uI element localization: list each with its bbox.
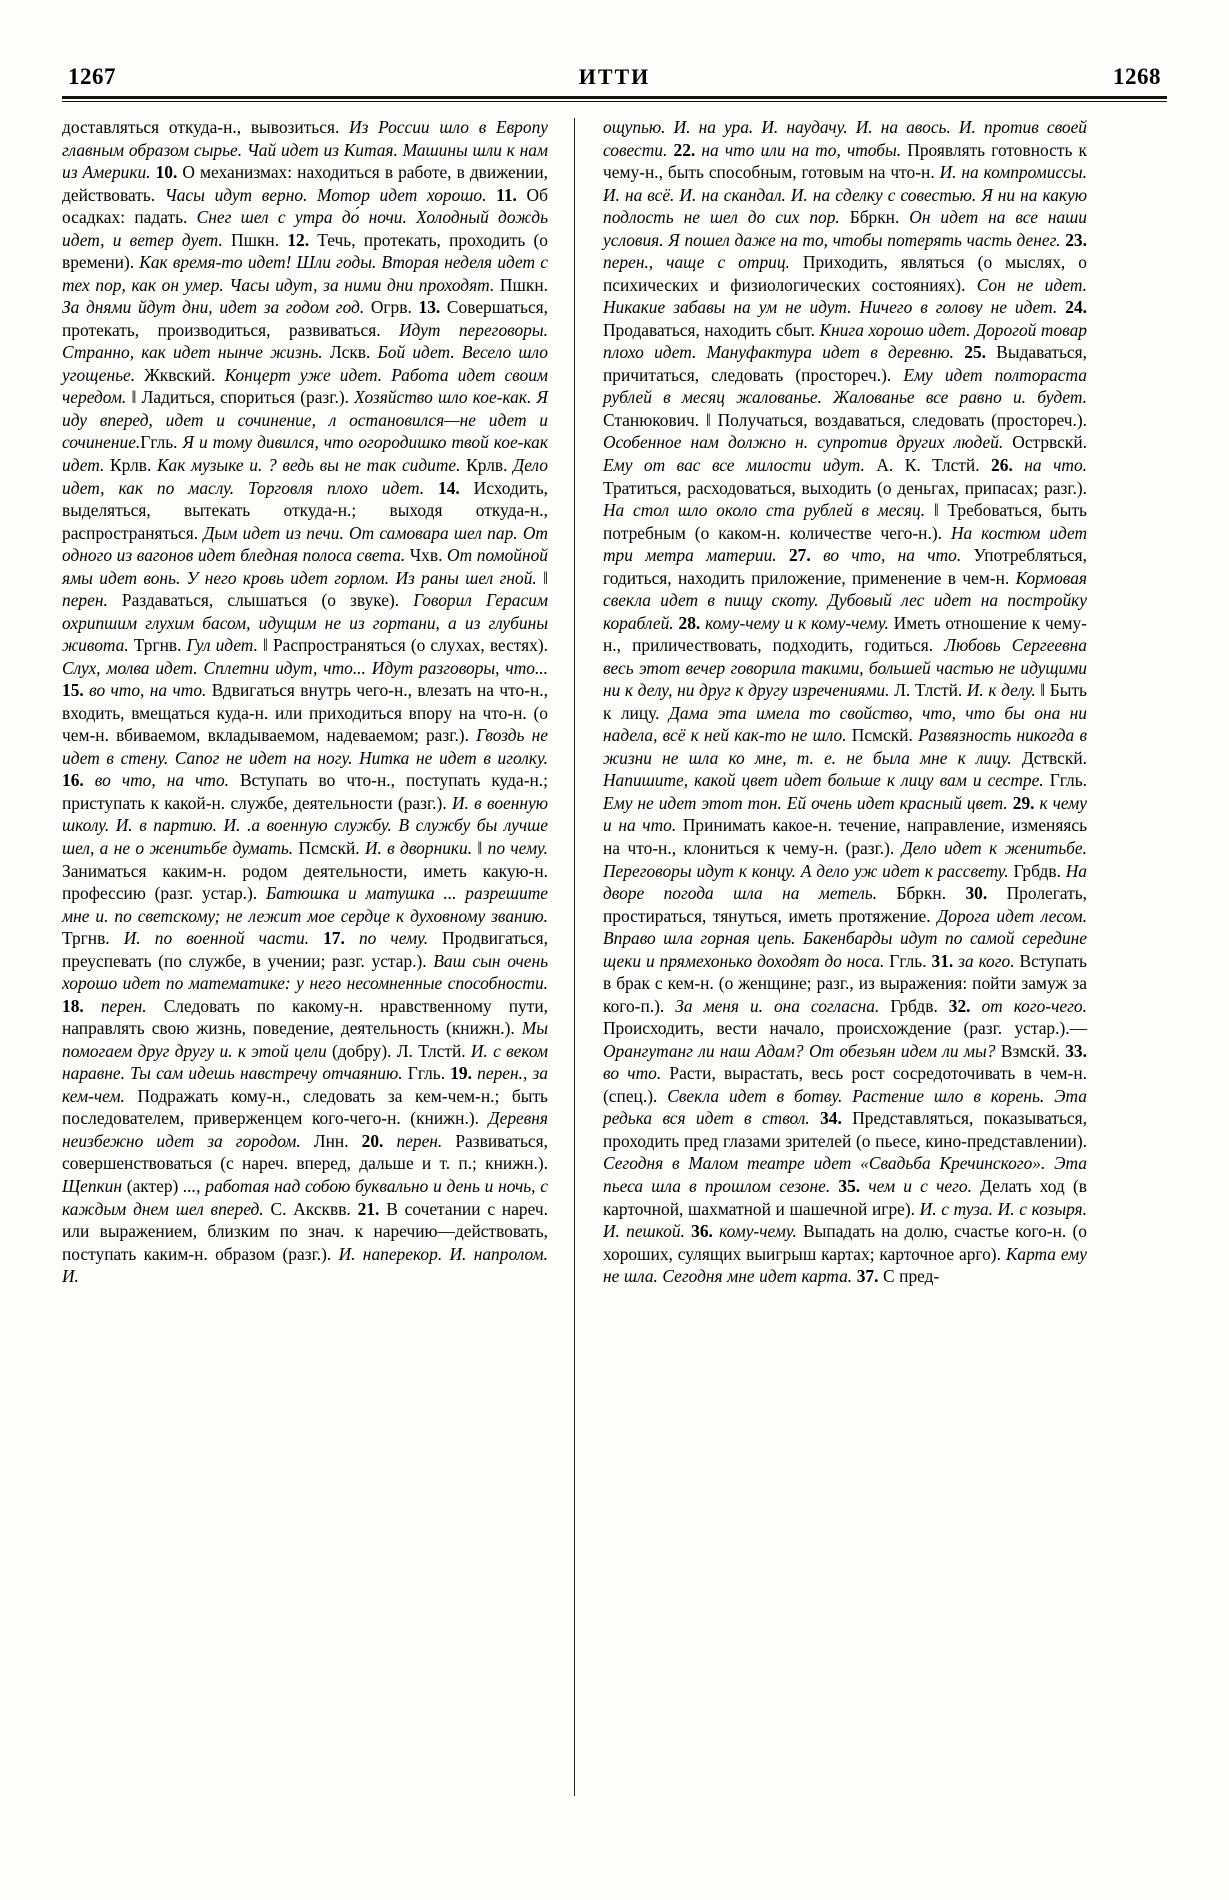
folio-left: 1267 xyxy=(68,64,116,89)
running-title: ИТТИ xyxy=(578,64,651,89)
column-right xyxy=(575,116,1087,1796)
header-rule-thick xyxy=(62,96,1167,99)
entry-text-left: доставляться откуда-н., вывозиться. Из России шло в Европу главным образом сырье. Чай идет из Китая. Машины шли к нам из Америки. 10. О механизмах: находиться в работе, в движении, действовать. Часы идут верно. Мотор идет хорошо. 11. Об осадках: падать. Снег шел с утра до́ ночи. Холодный дождь идет, и ветер дует. Пшкн. 12. Течь, протекать, проходить (о времени). Как время-то идет! Шли годы. Вторая неделя идет с тех пор, как он умер. Часы идут, за ними дни проходят. Пшкн. За днями йдут дни, идет за годом год. Огрв. 13. Совершаться, протекать, производиться, развиваться. Идут переговоры. Странно, как идет нынче жизнь. Лскв. Бой идет. Весело шло угощенье. Жквский. Концерт уже идет. Работа идет своим чередом. ‖ Ладиться, спориться (разг.). Хозяйство шло кое-как. Я иду вперед, идет и сочинение, л остановился—не идет и сочинение.Ггль. Я и тому дивился, что огородишко твой кое-как идет. Крлв. Как музыке и. ? ведь вы не так сидите. Крлв. Дело идет, как по маслу. Торговля плохо идет. 14. Исходить, выделяться, вытекать откуда-н.; выходя откуда-н., распространяться. Дым идет из печи. От самовара шел пар. От одного из вагонов идет бледная полоса света. Чхв. От помойной ямы идет вонь. У него кровь идет горлом. Из раны шел гной. ‖ перен. Раздаваться, слышаться (о звуке). Говорил Герасим охрипшим глухим басом, идущим не из гортани, а из глубины живота. Тргнв. Гул идет. ‖ Распространяться (о слухах, вестях). Слух, молва идет. Сплетни идут, что... Идут разговоры, что... 15. во что, на что. Вдвигаться внутрь чего-н., влезать на что-н., входить, вмещаться куда-н. или приходиться впору на что-н. (о чем-н. вбиваемом, вкладываемом, надеваемом; разг.). Гвоздь не идет в стену. Сапог не идет на ногу. Нитка не идет в иголку. 16. во что, на что. Вступать во что-н., поступать куда-н.; приступать к какой-н. службе, деятельности (разг.). И. в военную школу. И. в партию. И. .а военную службу. В службу бы лучше шел, а не о женитьбе думать. Псмскй. И. в дворники. ‖ по чему. Заниматься каким-н. родом деятельности, иметь какую-н. профессию (разг. устар.). Батюшка и матушка ... разрешите мне и. по светскому; не лежит мое сердце к духовному званию. Тргнв. И. по военной части. 17. по чему. Продвигаться, преуспевать (по службе, в учении; разг. устар.). Ваш сын очень хорошо идет по математике: у него несомненные способности. 18. перен. Следовать по какому-н. нравственному пути, направлять свою жизнь, поведение, деятельность (книжн.). Мы помогаем друг другу и. к этой цели (добру). Л. Тлстй. И. с веком наравне. Ты сам идешь навстречу отчаянию. Ггль. 19. перен., за кем-чем. Подражать кому-н., следовать за кем-чем-н.; быть последователем, приверженцем кого-чего-н. (книжн.). Деревня неизбежно идет за городом. Лнн. 20. перен. Развиваться, совершенствоваться (с нареч. вперед, дальше и т. п.; книжн.). Щепкин (актер) ..., работая над собою буквально и день и ночь, с каждым днем шел вперед. С. Аксквв. 21. В сочетании с нареч. или выражением, близким по знач. к наречию—действовать, поступать каким-н. образом (разг.). И. наперекор. И. напролом. И. xyxy=(62,117,549,1287)
header-rule-thin xyxy=(62,101,1167,102)
folio-right: 1268 xyxy=(1112,64,1161,89)
page-header xyxy=(62,64,1167,94)
text-columns xyxy=(62,116,1167,1796)
entry-text-right: ощупью. И. на ура. И. наудачу. И. на авось. И. против своей совести. 22. на что или на то, чтобы. Проявлять готовность к чему-н., быть способным, готовым на что-н. И. на компромиссы. И. на всё. И. на скандал. И. на сделку с совестью. Я ни на какую подлость не шел до сих пор. Ббркн. Он идет на все наши условия. Я пошел даже на то, чтобы потерять часть денег. 23. перен., чаще с отриц. Приходить, являться (о мыслях, о психических и физиологических состояниях). Сон не идет. Никакие забавы на ум не идут. Ничего в голову не идет. 24. Продаваться, находить сбыт. Книга хорошо идет. Дорогой товар плохо идет. Мануфактура идет в деревню. 25. Выдаваться, причитаться, следовать (простореч.). Ему идет полтораста рублей в месяц жалованье. Жалованье все равно и. будет. Станюкович. ‖ Получаться, воздаваться, следовать (простореч.). Особенное нам должно н. супротив других людей. Острвскй. Ему от вас все милости идут. А. К. Тлстй. 26. на что. Тратиться, расходоваться, выходить (о деньгах, припасах; разг.). На стол шло около ста рублей в месяц. ‖ Требоваться, быть потребным (о каком-н. количестве чего-н.). На костюм идет три метра материи. 27. во что, на что. Употребляться, годиться, находить приложение, применение в чем-н. Кормовая свекла идет в пищу скоту. Дубовый лес идет на постройку кораблей. 28. кому-чему и к кому-чему. Иметь отношение к чему-н., приличествовать, подходить, годиться. Любовь Сергеевна весь этот вечер говорила такими, большей частью не идущими ни к делу, ни друг к другу изречениями. Л. Тлстй. И. к делу. ‖ Быть к лицу. Дама эта имела то свойство, что, что бы она ни надела, всё к ней как-то не шло. Псмскй. Развязность никогда в жизни не шла ко мне, т. е. не была мне к лицу. Дствскй. Напишите, какой цвет идет больше к лицу вам и сестре. Ггль. Ему не идет этот тон. Ей очень идет красный цвет. 29. к чему и на что. Принимать какое-н. течение, направление, изменяясь на что-н., клониться к чему-н. (разг.). Дело идет к женитьбе. Переговоры идут к концу. А дело уж идет к рассвету. Грбдв. На дворе погода шла на метель. Ббркн. 30. Пролегать, простираться, тянуться, иметь протяжение. Дорога идет лесом. Вправо шла горная цепь. Бакенбарды идут по самой середине щеки и прямехонько доходят до носа. Ггль. 31. за кого. Вступать в брак с кем-н. (о женщине; разг., из выражения: пойти замуж за кого-п.). За меня и. она согласна. Грбдв. 32. от кого-чего. Происходить, вести начало, происхождение (разг. устар.).—Орангутанг ли наш Адам? От обезьян идем ли мы? Взмскй. 33. во что. Расти, вырастать, весь рост сосредоточивать в чем-н. (спец.). Свекла идет в ботву. Растение шло в корень. Эта редька вся идет в ствол. 34. Представляться, показываться, проходить пред глазами зрителей (о пьесе, кино-представлении). Сегодня в Малом театре идет «Свадьба Кречинского». Эта пьеса шла в прошлом сезоне. 35. чем и с чего. Делать ход (в карточной, шахматной и шашечной игре). И. с туза. И. с козыря. И. пешкой. 36. кому-чему. Выпадать на долю, счастье кого-н. (о хороших, сулящих выигрыш картах; карточное арго). Карта ему не шла. Сегодня мне идет карта. 37. С пред- xyxy=(603,117,1088,1287)
column-left xyxy=(62,116,574,1796)
